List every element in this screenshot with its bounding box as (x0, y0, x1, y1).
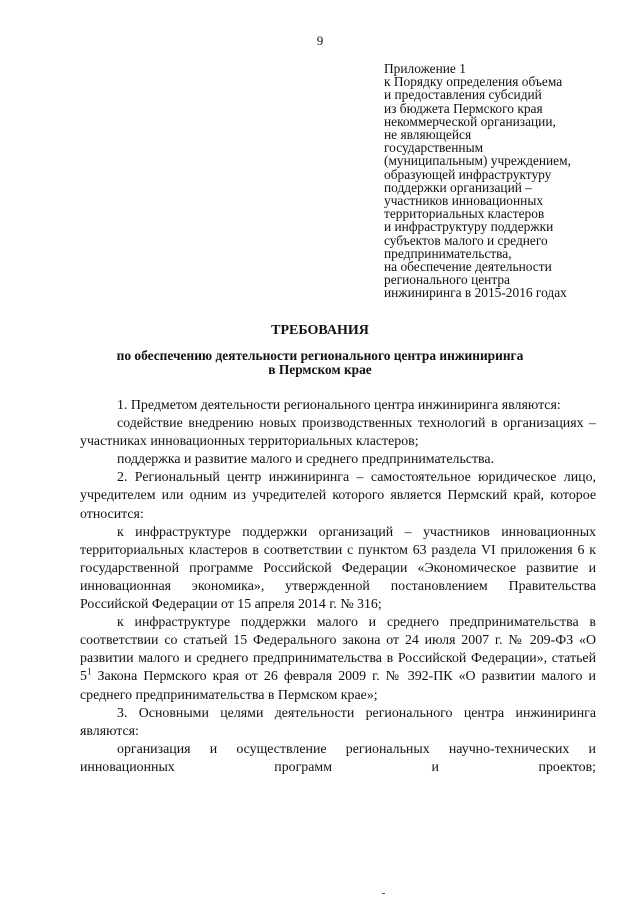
appendix-line: на обеспечение деятельности (384, 259, 552, 275)
appendix-header (384, 62, 624, 300)
document-body (80, 397, 596, 777)
appendix-line: предпринимательства, (384, 245, 512, 261)
appendix-line: субъектов малого и среднего (384, 232, 548, 248)
scan-speck (382, 893, 385, 894)
appendix-line: участников инновационных (384, 193, 544, 209)
paragraph-6-text-b: Закона Пермского края от 26 февраля 2009 г. № 392-ПК «О развитии малого и среднего предпринимательства в Пермском крае»; (80, 669, 596, 703)
appendix-line: некоммерческой организации, (384, 113, 556, 129)
appendix-line: к Порядку определения объема (384, 74, 563, 90)
appendix-line: образующей инфраструктуру (384, 166, 552, 182)
superscript: 1 (86, 666, 92, 677)
page-number: 9 (316, 33, 324, 48)
document-title: ТРЕБОВАНИЯ (271, 323, 369, 338)
subtitle-line-1: по обеспечению деятельности регионального центра инжиниринга (116, 348, 524, 363)
paragraph-3: поддержка и развитие малого и среднего предпринимательства. (117, 452, 495, 468)
paragraph-1: 1. Предметом деятельности регионального центра инжиниринга являются: (117, 398, 561, 413)
appendix-line: Приложение 1 (384, 61, 466, 76)
appendix-line: государственным (384, 140, 484, 156)
appendix-line: поддержки организаций – (384, 179, 532, 195)
subtitle-line-2: в Пермском крае (268, 362, 372, 377)
paragraph-5: к инфраструктуре поддержки организаций – участников инновационных территориальных кластеров в соответствии с пунктом 63 раздела VI приложения 6 к государственной программе Российской Федерации «Экономическое развитие и инновационная экономика», утвержденной постановлением Правительства Российской Федерации от 15 апреля 2014 г. № 316; (80, 524, 596, 613)
paragraph-7: 3. Основными целями деятельности регионального центра инжиниринга являются: (80, 705, 596, 739)
appendix-line: и предоставления субсидий (384, 87, 542, 103)
appendix-line: (муниципальным) учреждением, (384, 153, 571, 169)
appendix-line: инжиниринга в 2015-2016 годах (384, 285, 567, 301)
appendix-line: не являющейся (384, 127, 472, 143)
paragraph-2: содействие внедрению новых производственных технологий в организациях – участниках инновационных территориальных кластеров; (80, 416, 596, 450)
paragraph-4: 2. Региональный центр инжиниринга – самостоятельное юридическое лицо, учредителем или одним из учредителей которого является Пермский край, которое относится: (80, 470, 596, 522)
paragraph-6 (80, 614, 596, 704)
appendix-line: территориальных кластеров (384, 206, 545, 222)
appendix-line: и инфраструктуру поддержки (384, 219, 554, 235)
paragraph-8: организация и осуществление региональных научно-технических и инновационных программ и проектов; (80, 741, 596, 775)
paragraph-6-text-a: к инфраструктуре поддержки малого и среднего предпринимательства в соответствии со статьей 15 Федерального закона от 24 июля 2007 г. № 209-ФЗ «О развитии малого и среднего предпринимательства в Российской Федерации», статьей 5 (80, 615, 596, 685)
appendix-line: из бюджета Пермского края (384, 100, 543, 116)
appendix-line: регионального центра (384, 272, 511, 288)
document-subtitle (0, 349, 640, 377)
